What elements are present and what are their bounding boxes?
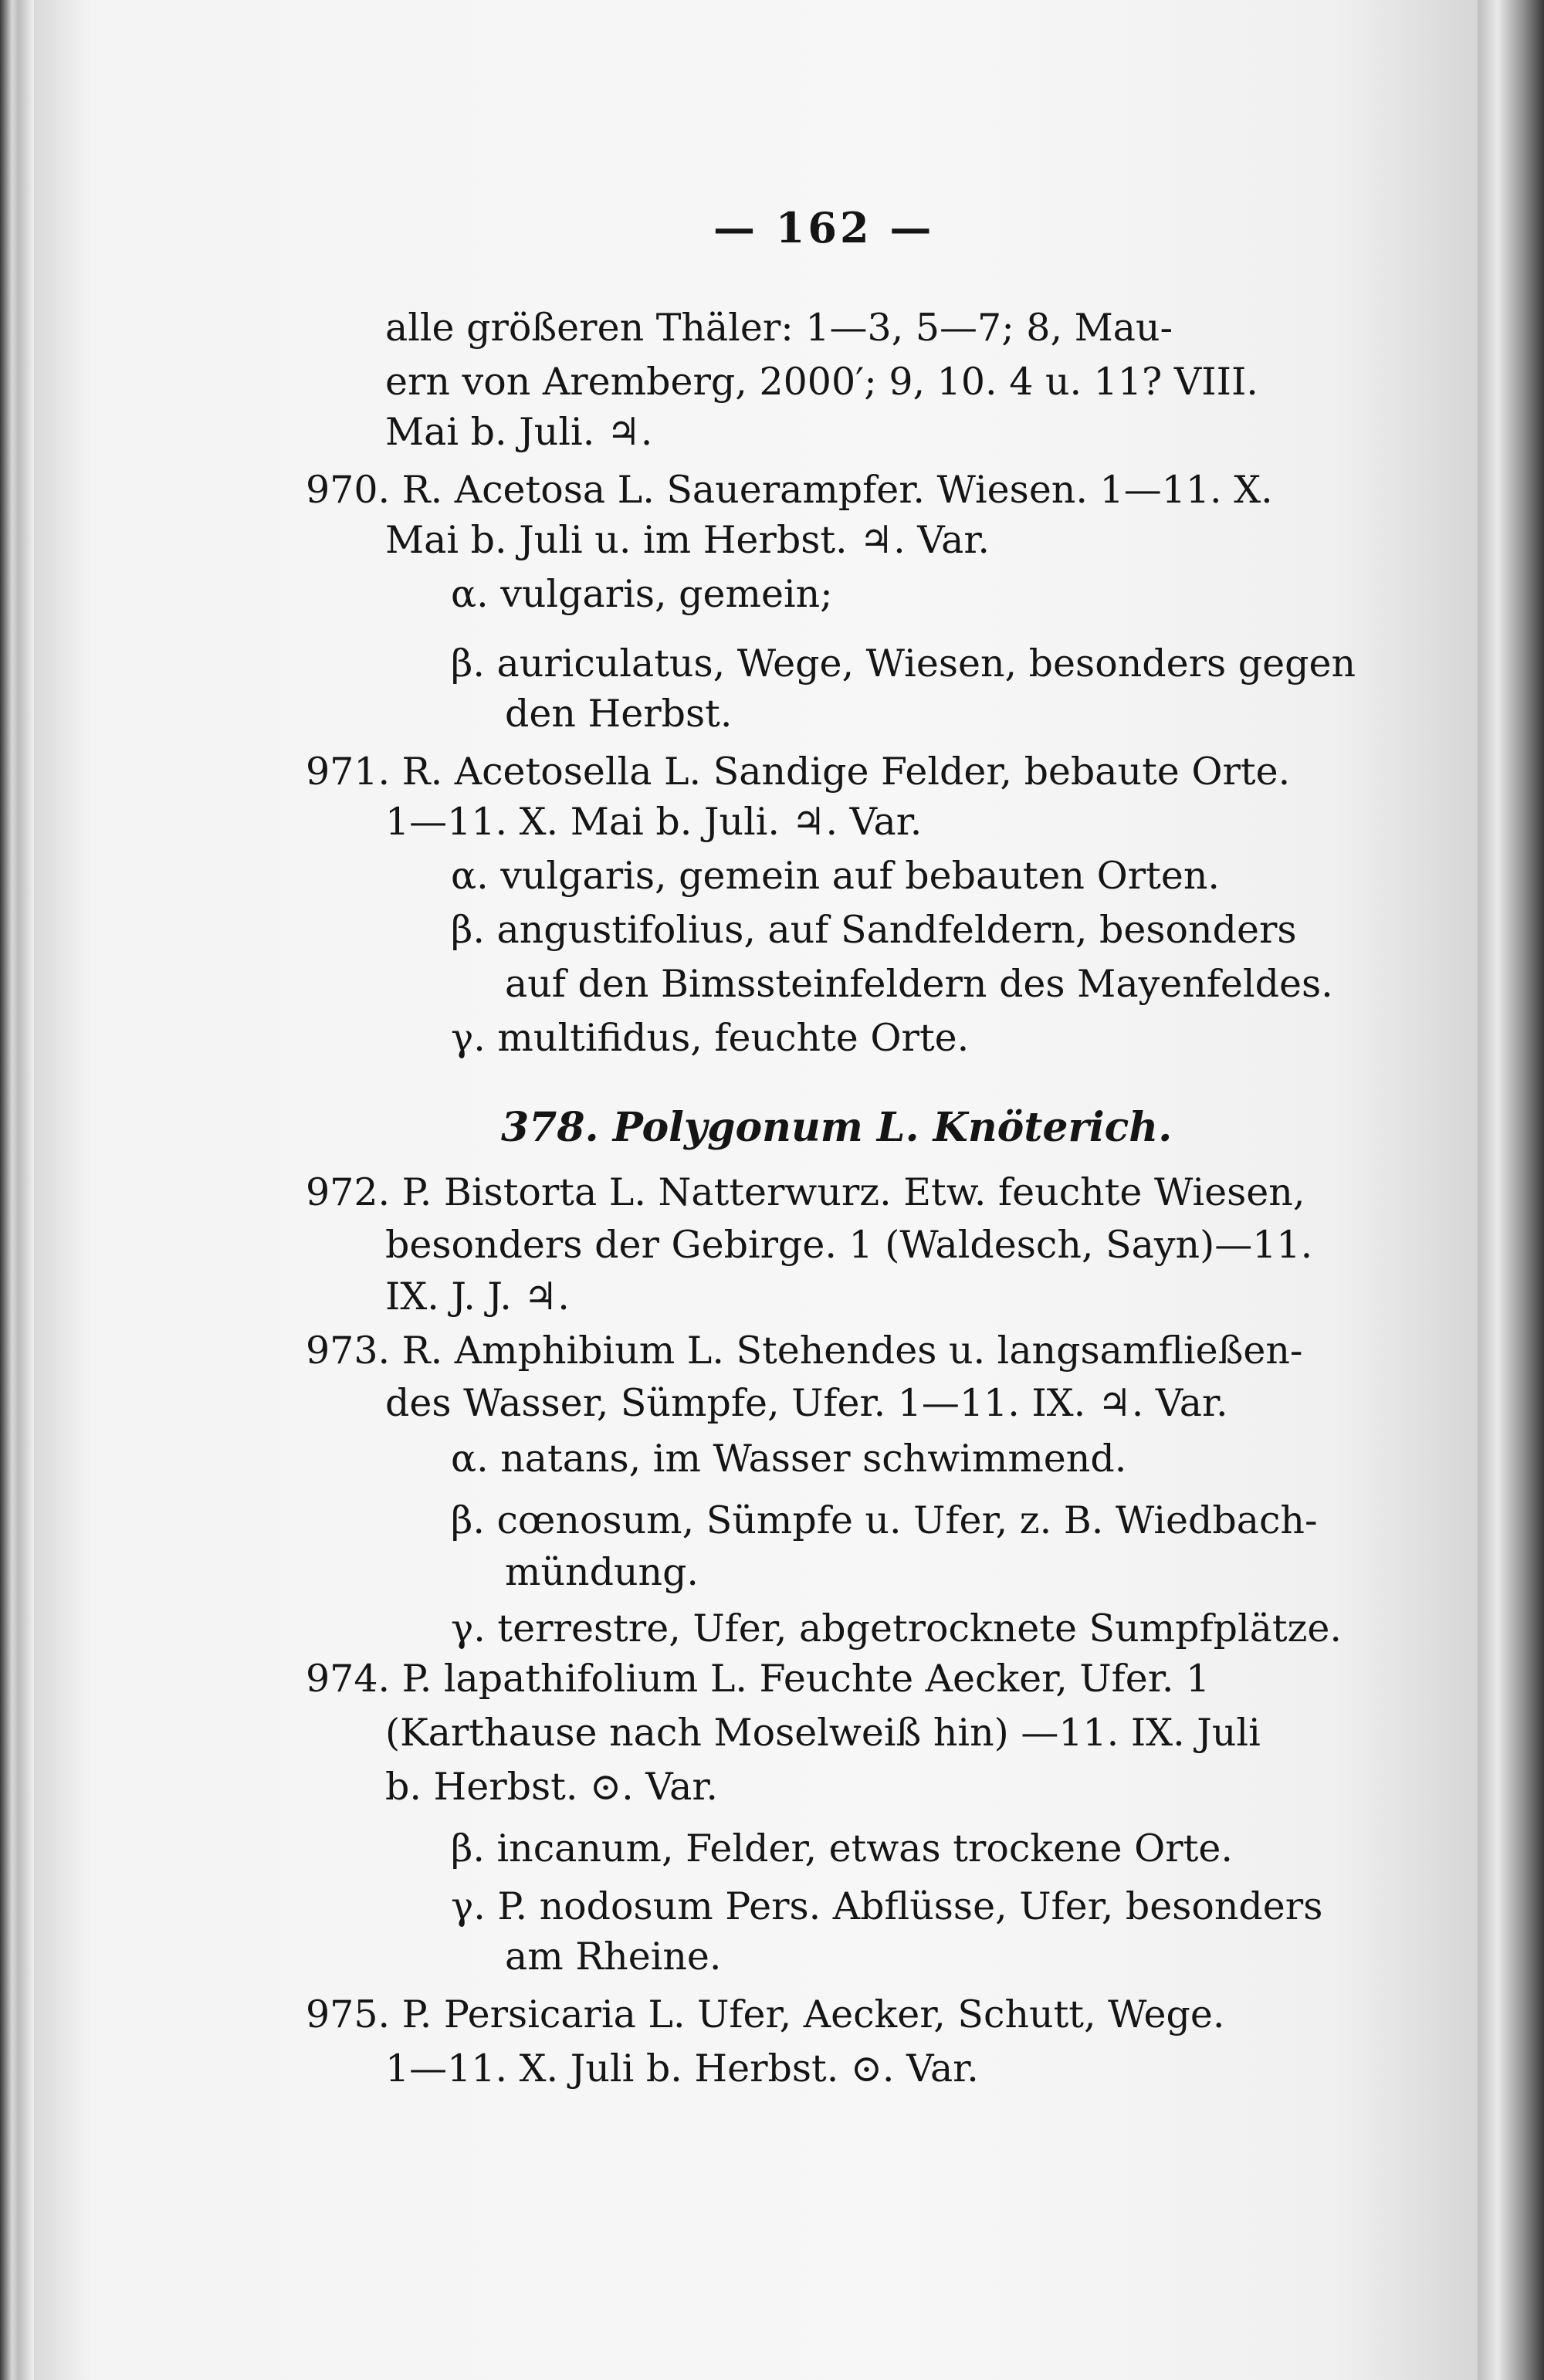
text-line: des Wasser, Sümpfe, Ufer. 1—11. IX. ♃. Var. bbox=[385, 1381, 1228, 1425]
text-line: (Karthause nach Moselweiß hin) —11. IX. Juli bbox=[385, 1711, 1261, 1755]
text-line: Mai b. Juli. ♃. bbox=[385, 410, 653, 454]
variety-line: γ. multifidus, feuchte Orte. bbox=[451, 1016, 970, 1060]
text-line: IX. J. J. ♃. bbox=[385, 1275, 570, 1319]
variety-line: β. angustifolius, auf Sandfeldern, besonders bbox=[451, 908, 1297, 952]
variety-line: α. vulgaris, gemein auf bebauten Orten. bbox=[451, 854, 1220, 898]
book-page bbox=[34, 0, 1478, 2380]
variety-line: α. natans, im Wasser schwimmend. bbox=[451, 1437, 1127, 1481]
text-line: besonders der Gebirge. 1 (Waldesch, Sayn)—11. bbox=[385, 1223, 1313, 1267]
text-line: 1—11. X. Mai b. Juli. ♃. Var. bbox=[385, 800, 923, 844]
variety-line: α. vulgaris, gemein; bbox=[451, 572, 833, 616]
text-line: 1—11. X. Juli b. Herbst. ⊙. Var. bbox=[385, 2047, 979, 2091]
page-number: — 162 — bbox=[713, 203, 935, 252]
entry-970: 970. R. Acetosa L. Sauerampfer. Wiesen. 1—11. X. bbox=[306, 468, 1273, 512]
text-line: mündung. bbox=[505, 1550, 699, 1594]
variety-line: β. auriculatus, Wege, Wiesen, besonders gegen bbox=[451, 642, 1356, 686]
text-line: alle größeren Thäler: 1—3, 5—7; 8, Mau- bbox=[385, 306, 1173, 350]
text-line: auf den Bimssteinfeldern des Mayenfeldes. bbox=[505, 962, 1333, 1006]
text-line: ern von Aremberg, 2000′; 9, 10. 4 u. 11? VIII. bbox=[385, 360, 1258, 404]
variety-line: γ. P. nodosum Pers. Abflüsse, Ufer, besonders bbox=[451, 1884, 1323, 1928]
entry-971: 971. R. Acetosella L. Sandige Felder, bebaute Orte. bbox=[306, 750, 1291, 794]
variety-line: γ. terrestre, Ufer, abgetrocknete Sumpfplätze. bbox=[451, 1606, 1342, 1650]
adjacent-page-edge bbox=[1478, 0, 1544, 2380]
variety-line: β. cœnosum, Sümpfe u. Ufer, z. B. Wiedbach- bbox=[451, 1498, 1318, 1542]
text-line: den Herbst. bbox=[505, 692, 733, 736]
entry-974: 974. P. lapathifolium L. Feuchte Aecker, Ufer. 1 bbox=[306, 1657, 1210, 1701]
text-line: am Rheine. bbox=[505, 1935, 722, 1979]
entry-975: 975. P. Persicaria L. Ufer, Aecker, Schutt, Wege. bbox=[306, 1992, 1225, 2036]
book-binding bbox=[0, 0, 34, 2380]
genus-heading: 378. Polygonum L. Knöterich. bbox=[501, 1104, 1173, 1151]
text-line: Mai b. Juli u. im Herbst. ♃. Var. bbox=[385, 518, 990, 562]
variety-line: β. incanum, Felder, etwas trockene Orte. bbox=[451, 1826, 1233, 1870]
entry-973: 973. R. Amphibium L. Stehendes u. langsamfließen- bbox=[306, 1329, 1303, 1373]
page-text bbox=[34, 0, 1478, 2380]
entry-972: 972. P. Bistorta L. Natterwurz. Etw. feuchte Wiesen, bbox=[306, 1170, 1305, 1214]
text-line: b. Herbst. ⊙. Var. bbox=[385, 1765, 718, 1809]
